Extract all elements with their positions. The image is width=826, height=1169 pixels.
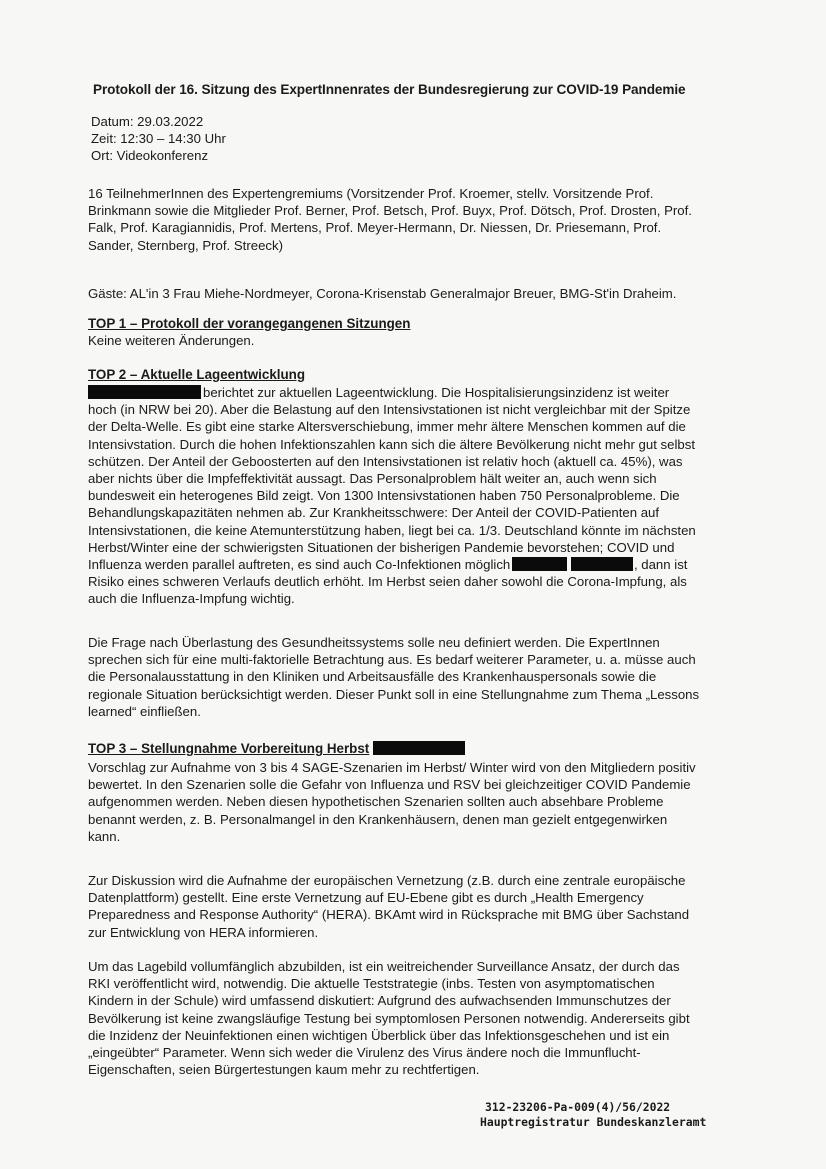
registry-office: Hauptregistratur Bundeskanzleramt (480, 1115, 707, 1129)
meeting-time: Zeit: 12:30 – 14:30 Uhr (91, 131, 226, 146)
top2-paragraph-ueberlastung: Die Frage nach Überlastung des Gesundheitssystems solle neu definiert werden. Die ExpertInnen sprechen sich für eine multi-faktorielle Betrachtung aus. Es bedarf weiterer Parameter, u. a. müsse auch die Personalausstattung in den Kliniken und Arbeitsausfälle des Krankenhauspersonals sowie die regionale Situation berücksichtigt werden. Dieser Punkt soll in eine Stellungnahme zum Thema „Lessons learned“ einfließen. (88, 635, 700, 719)
redaction-bar (373, 741, 465, 755)
document-title: Protokoll der 16. Sitzung des ExpertInnenrates der Bundesregierung zur COVID-19 Pandemie (93, 82, 686, 97)
top2-paragraph-lage (88, 384, 700, 608)
top3-heading-block (88, 740, 708, 757)
top3-heading: TOP 3 – Stellungnahme Vorbereitung Herbst (88, 741, 370, 756)
redaction-bar (88, 385, 201, 399)
meeting-date: Datum: 29.03.2022 (91, 114, 204, 129)
registry-number: 312-23206-Pa-009(4)/56/2022 (485, 1100, 671, 1114)
participants-list: 16 TeilnehmerInnen des Expertengremiums (Vorsitzender Prof. Kroemer, stellv. Vorsitzende Prof. Brinkmann sowie die Mitglieder Prof. Berner, Prof. Betsch, Prof. Buyx, Prof. Dötsch, Prof. Drosten, Prof. Falk, Prof. Karagiannidis, Prof. Mertens, Prof. Meyer-Hermann, Dr. Niessen, Dr. Priesemann, Prof. Sander, Sternberg, Prof. Streeck) (88, 186, 692, 253)
top1-section (88, 315, 708, 349)
top2-heading-block (88, 366, 708, 383)
redaction-bar (571, 557, 633, 571)
top2-heading: TOP 2 – Aktuelle Lageentwicklung (88, 367, 306, 382)
top1-text: Keine weiteren Änderungen. (88, 333, 255, 349)
top1-heading: TOP 1 – Protokoll der vorangegangenen Sitzungen (88, 316, 411, 331)
meeting-meta (91, 113, 226, 164)
guests-list: Gäste: AL'in 3 Frau Miehe-Nordmeyer, Corona-Krisenstab Generalmajor Breuer, BMG-St'in Draheim. (88, 286, 677, 301)
top2-paragraph-lage-part2: , dann ist Risiko eines schweren Verlaufs deutlich erhöht. Im Herbst seien daher sowohl die Corona-Impfung, als auch die Influenza-Impfung wichtig. (88, 557, 688, 607)
meeting-location: Ort: Videokonferenz (91, 148, 209, 163)
redaction-bar (512, 557, 567, 571)
top3-paragraph-vernetzung: Zur Diskussion wird die Aufnahme der europäischen Vernetzung (z.B. durch eine zentrale europäische Datenplattform) gestellt. Eine erste Vernetzung auf EU-Ebene gibt es durch „Health Emergency Preparedness and Response Authority“ (HERA). BKAmt wird in Rücksprache mit BMG über Sachstand zur Entwicklung von HERA informieren. (88, 873, 690, 940)
top3-paragraph-surveillance: Um das Lagebild vollumfänglich abzubilden, ist ein weitreichender Surveillance Ansatz, der durch das RKI veröffentlicht wird, notwendig. Die aktuelle Teststrategie (inbs. Testen von asymptomatischen Kindern in der Schule) wird umfassend diskutiert: Aufgrund des aufwachsenden Immunschutzes der Bevölkerung ist keine zwangsläufige Testung bei symptomlosen Personen notwendig. Andererseits gibt die Inzidenz der Neuinfektionen einen wichtigen Überblick über das Infektionsgeschehen und ist ein „eingeübter“ Parameter. Wenn sich weder die Virulenz des Virus ändere noch die Immunflucht-Eigenschaften, seien Bürgertestungen kaum mehr zu rechtfertigen. (88, 959, 690, 1078)
top2-paragraph-lage-part1: berichtet zur aktuellen Lageentwicklung. Die Hospitalisierungsinzidenz ist weiter hoch (in NRW bei 20). Aber die Belastung auf den Intensivstationen ist nicht vergleichbar mit der Spitze der Delta-Welle. Es gibt eine starke Altersverschiebung, immer mehr ältere Menschen kommen auf die Intensivstation. Durch die hohen Infektionszahlen kann sich die ältere Bevölkerung nicht mehr gut selbst schützen. Der Anteil der Geboosterten auf den Intensivstationen ist relativ hoch (aktuell ca. 45%), was aber nichts über die Impfeffektivität aussagt. Das Personalproblem hält weiter an, auch wenn sich bundesweit ein heterogenes Bild zeigt. Von 1300 Intensivstationen haben 750 Personalprobleme. Die Behandlungskapazitäten nehmen ab. Zur Krankheitsschwere: Der Anteil der COVID-Patienten auf Intensivstationen, die keine Atemunterstützung haben, liegt bei ca. 1/3. Deutschland könnte im nächsten Herbst/Winter eine der schwierigsten Situationen der bisherigen Pandemie bevorstehen; COVID und Influenza werden parallel auftreten, es sind auch Co-Infektionen möglich (88, 385, 696, 573)
registry-stamp (480, 1100, 707, 1130)
top3-paragraph-szenarien: Vorschlag zur Aufnahme von 3 bis 4 SAGE-Szenarien im Herbst/ Winter wird von den Mitgliedern positiv bewertet. In den Szenarien solle die Gefahr von Influenza und RSV bei gleichzeitiger COVID Pandemie aufgenommen werden. Neben diesen hypothetischen Szenarien sollten auch absehbare Probleme benannt werden, z. B. Personalmangel in den Krankenhäusern, denen man gezielt entgegenwirken kann. (88, 760, 696, 844)
